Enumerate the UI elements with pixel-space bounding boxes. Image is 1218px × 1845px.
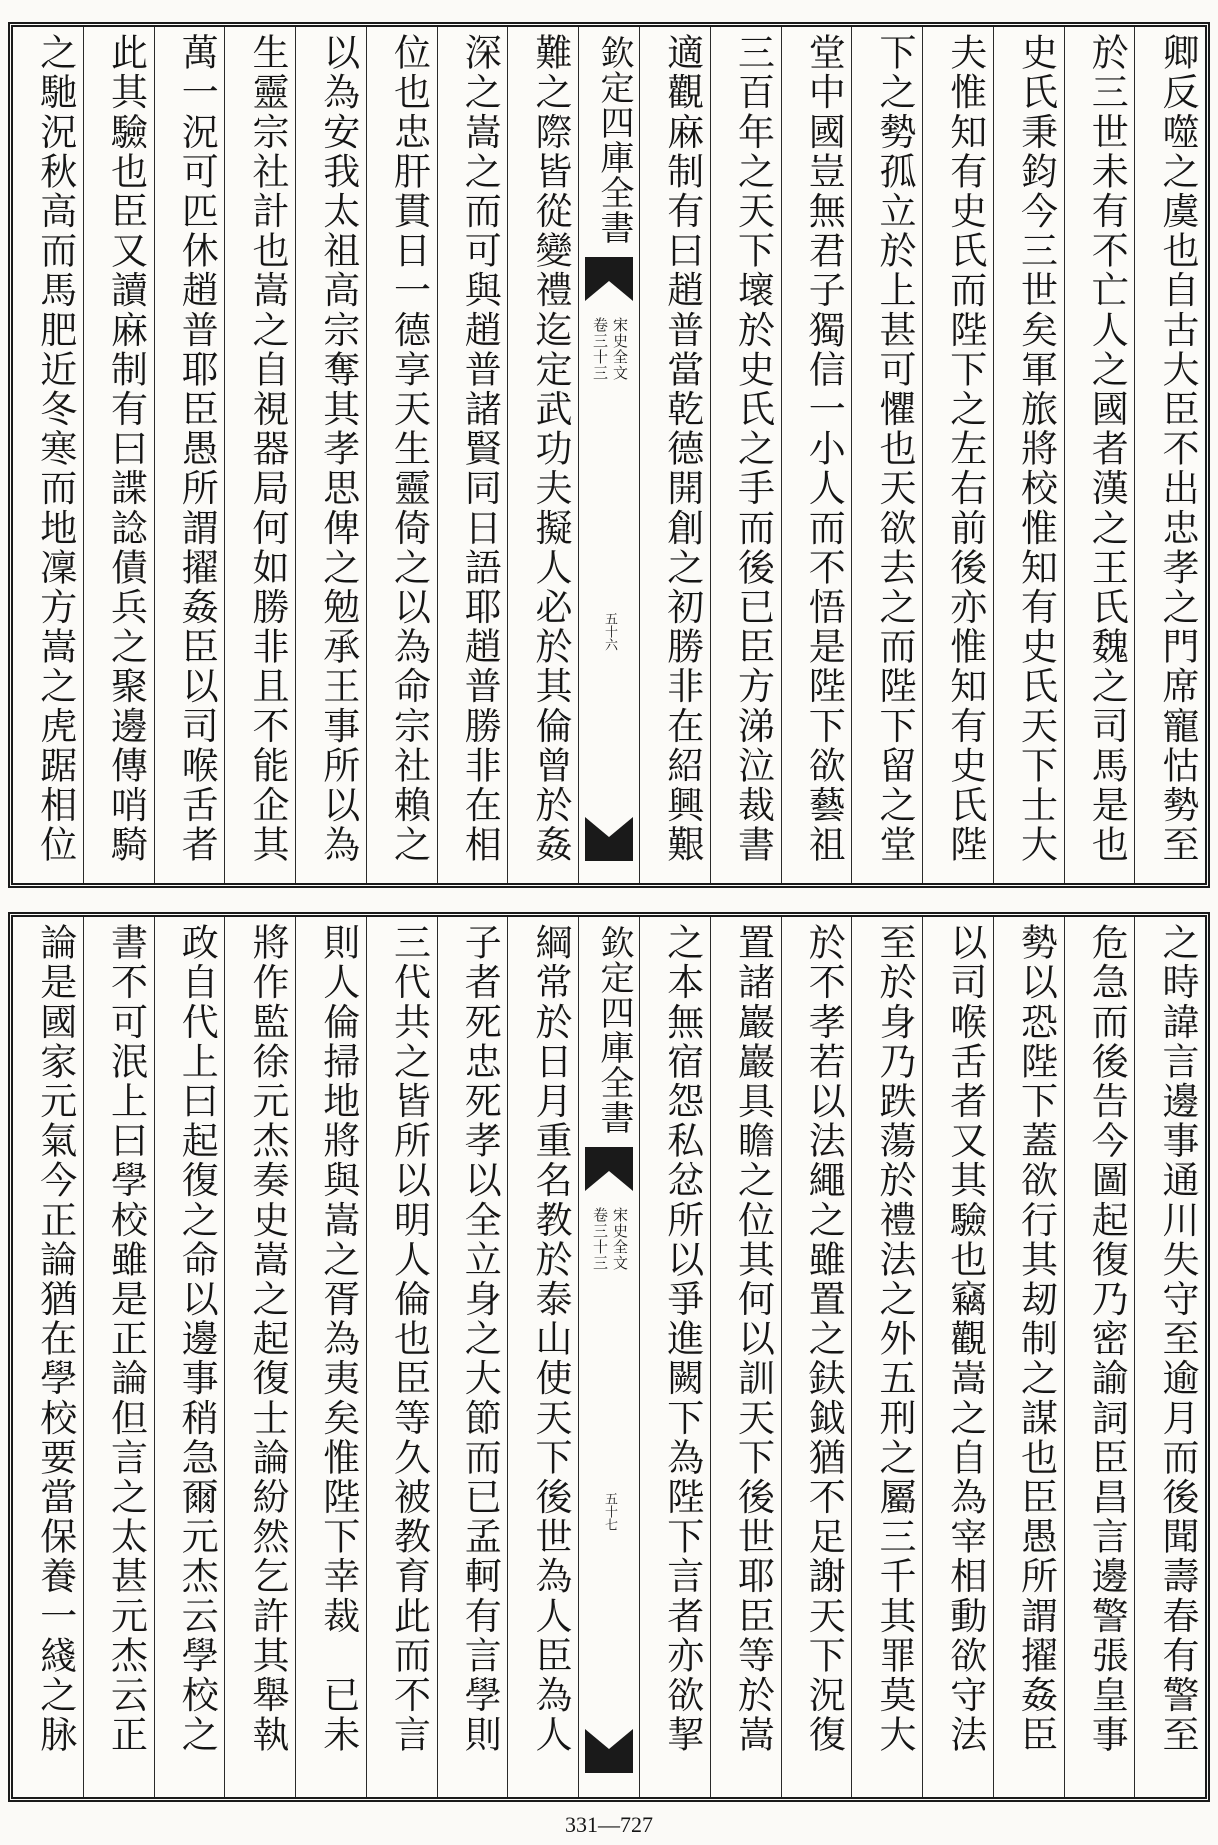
column-text: 置諸巖巖具瞻之位其何以訓天下後世耶臣等於嵩 bbox=[731, 923, 775, 1755]
text-column bbox=[922, 27, 993, 883]
collection-title: 欽定四庫全書 bbox=[594, 35, 634, 245]
column-text: 三代共之皆所以明人倫也臣等久被教育此而不言 bbox=[387, 923, 431, 1755]
text-column bbox=[710, 917, 781, 1797]
fishtail-mark-icon bbox=[585, 257, 633, 301]
text-column bbox=[437, 917, 508, 1797]
text-column bbox=[922, 917, 993, 1797]
text-column bbox=[437, 27, 508, 883]
column-text: 於不孝若以法繩之雖置之鈇鉞猶不足謝天下況復 bbox=[802, 923, 846, 1755]
column-text: 深之嵩之而可與趙普諸賢同日語耶趙普勝非在相 bbox=[458, 33, 502, 865]
top-page bbox=[8, 22, 1210, 888]
text-column bbox=[993, 917, 1064, 1797]
fishtail-mark-icon bbox=[585, 1729, 633, 1773]
text-column bbox=[639, 27, 710, 883]
column-text: 之本無宿怨私忿所以爭進闕下為陛下言者亦欲挈 bbox=[660, 923, 704, 1755]
text-column bbox=[1134, 917, 1205, 1797]
column-text: 於三世未有不亡人之國者漢之王氏魏之司馬是也 bbox=[1085, 33, 1129, 865]
column-text: 卿反噬之虞也自古大臣不出忠孝之門席寵怙勢至 bbox=[1156, 33, 1199, 865]
book-name: 宋史全文 bbox=[611, 1207, 629, 1271]
text-column bbox=[154, 27, 225, 883]
column-text: 政自代上曰起復之命以邊事稍急爾元杰云學校之 bbox=[175, 923, 219, 1755]
text-column bbox=[83, 27, 154, 883]
bottom-page bbox=[8, 912, 1210, 1802]
column-text: 堂中國豈無君子獨信一小人而不悟是陛下欲藝祖 bbox=[802, 33, 846, 865]
column-text: 史氏秉鈞今三世矣軍旅將校惟知有史氏天下士大 bbox=[1014, 33, 1058, 865]
leaf-number: 五十六 bbox=[602, 612, 617, 651]
column-text: 下之勢孤立於上甚可懼也天欲去之而陛下留之堂 bbox=[873, 33, 916, 865]
text-column bbox=[224, 917, 295, 1797]
text-column bbox=[507, 27, 578, 883]
text-column bbox=[13, 917, 83, 1797]
column-text: 將作監徐元杰奏史嵩之起復士論紛然乞許其舉執 bbox=[246, 923, 289, 1755]
book-name: 宋史全文 bbox=[611, 317, 629, 381]
column-text: 論是國家元氣今正論猶在學校要當保養一綫之脉 bbox=[33, 923, 77, 1755]
text-column bbox=[1134, 27, 1205, 883]
text-column bbox=[13, 27, 83, 883]
column-text: 夫惟知有史氏而陛下之左右前後亦惟知有史氏陛 bbox=[943, 33, 987, 865]
text-column bbox=[366, 917, 437, 1797]
column-text: 三百年之天下壞於史氏之手而後已臣方涕泣裁書 bbox=[731, 33, 775, 865]
column-text: 以為安我太祖高宗奪其孝思俾之勉承王事所以為 bbox=[316, 33, 360, 865]
column-text: 之時諱言邊事通川失守至逾月而後聞壽春有警至 bbox=[1156, 923, 1199, 1755]
column-text: 子者死忠死孝以全立身之大節而已孟軻有言學則 bbox=[458, 923, 502, 1755]
column-text: 至於身乃跌蕩於禮法之外五刑之屬三千其罪莫大 bbox=[873, 923, 916, 1755]
column-text: 之馳況秋高而馬肥近冬寒而地凜方嵩之虎踞相位 bbox=[33, 33, 77, 865]
column-text: 難之際皆從變禮迄定武功夫擬人必於其倫曾於姦 bbox=[529, 33, 572, 865]
text-column bbox=[710, 27, 781, 883]
leaf-number: 五十七 bbox=[602, 1492, 617, 1531]
column-text: 位也忠肝貫日一德享天生靈倚之以為命宗社賴之 bbox=[387, 33, 431, 865]
column-text: 生靈宗社計也嵩之自視器局何如勝非且不能企其 bbox=[246, 33, 289, 865]
center-fold-column bbox=[578, 27, 639, 883]
collection-title: 欽定四庫全書 bbox=[594, 925, 634, 1135]
column-text: 則人倫掃地將與嵩之胥為夷矣惟陛下幸裁 已未 bbox=[316, 923, 360, 1755]
column-text: 適觀麻制有曰趙普當乾德開創之初勝非在紹興艱 bbox=[660, 33, 704, 865]
text-column bbox=[851, 27, 922, 883]
text-column bbox=[781, 27, 852, 883]
column-text: 危急而後告今圖起復乃密諭詞臣昌言邊警張皇事 bbox=[1085, 923, 1129, 1755]
column-text: 綱常於日月重名教於泰山使天下後世為人臣為人 bbox=[529, 923, 572, 1755]
column-text: 以司喉舌者又其驗也竊觀嵩之自為宰相動欲守法 bbox=[943, 923, 987, 1755]
column-text: 此其驗也臣又讀麻制有曰諜諗債兵之聚邊傳哨騎 bbox=[104, 33, 148, 865]
text-column bbox=[507, 917, 578, 1797]
column-text: 勢以恐陛下蓋欲行其刼制之謀也臣愚所謂擢姦臣 bbox=[1014, 923, 1058, 1755]
text-column bbox=[993, 27, 1064, 883]
column-text: 萬一況可匹休趙普耶臣愚所謂擢姦臣以司喉舌者 bbox=[175, 33, 219, 865]
text-column bbox=[851, 917, 922, 1797]
center-fold-column bbox=[578, 917, 639, 1797]
top-columns bbox=[13, 27, 1205, 883]
text-column bbox=[83, 917, 154, 1797]
fishtail-mark-icon bbox=[585, 817, 633, 861]
text-column bbox=[1064, 917, 1135, 1797]
text-column bbox=[639, 917, 710, 1797]
volume-number: 卷三十三 bbox=[591, 317, 609, 381]
text-column bbox=[154, 917, 225, 1797]
fishtail-mark-icon bbox=[585, 1147, 633, 1191]
page-reference-number: 331—727 bbox=[565, 1812, 653, 1837]
text-column bbox=[224, 27, 295, 883]
text-column bbox=[366, 27, 437, 883]
volume-number: 卷三十三 bbox=[591, 1207, 609, 1271]
bottom-columns bbox=[13, 917, 1205, 1797]
text-column bbox=[295, 917, 366, 1797]
text-column bbox=[781, 917, 852, 1797]
text-column bbox=[1064, 27, 1135, 883]
column-text: 書不可泯上曰學校雖是正論但言之太甚元杰云正 bbox=[104, 923, 148, 1755]
text-column bbox=[295, 27, 366, 883]
